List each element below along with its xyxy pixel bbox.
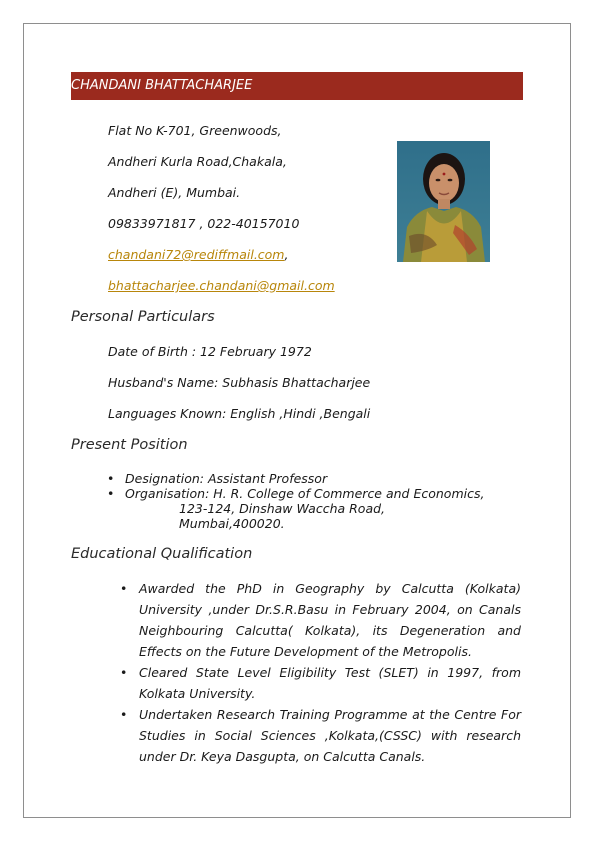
- profile-photo: [397, 141, 490, 262]
- husband-name: Husband's Name: Subhasis Bhattacharjee: [108, 375, 371, 390]
- list-item: [107, 471, 525, 486]
- email-line-2: [108, 278, 335, 293]
- section-heading-present: Present Position: [71, 437, 188, 453]
- email-separator: ,: [284, 247, 289, 262]
- date-of-birth: Date of Birth : 12 February 1972: [108, 344, 312, 359]
- organisation-line-1: Organisation: H. R. College of Commerce and Economics,: [125, 486, 485, 501]
- address-line-2: Andheri Kurla Road,Chakala,: [108, 154, 287, 169]
- name-banner: CHANDANI BHATTACHARJEE: [71, 72, 523, 100]
- phone-numbers: 09833971817 , 022-40157010: [108, 216, 300, 231]
- bullet-icon: •: [120, 665, 128, 680]
- languages-known: Languages Known: English ,Hindi ,Bengali: [108, 406, 371, 421]
- present-position-list: [107, 471, 525, 531]
- organisation-line-3: Mumbai,400020.: [179, 516, 285, 531]
- address-line-3: Andheri (E), Mumbai.: [108, 185, 241, 200]
- designation: Designation: Assistant Professor: [125, 471, 328, 486]
- email-line-1: [108, 247, 288, 262]
- bullet-icon: •: [107, 471, 115, 486]
- education-item-phd: Awarded the PhD in Geography by Calcutta (Kolkata) University ,under Dr.S.R.Basu in February 2004, on Canals Neighbouring Calcutta( Kolkata), its Degeneration and Effects on the Future Development of the Metropolis.: [139, 581, 521, 659]
- bullet-icon: •: [107, 486, 115, 501]
- bullet-icon: •: [120, 581, 128, 596]
- list-item: [120, 578, 521, 662]
- bullet-icon: •: [120, 707, 128, 722]
- address-line-1: Flat No K-701, Greenwoods,: [108, 123, 282, 138]
- list-item: [120, 704, 521, 767]
- education-item-research: Undertaken Research Training Programme at the Centre For Studies in Social Sciences ,Kolkata,(CSSC) with research under Dr. Keya Dasgupta, on Calcutta Canals.: [139, 707, 521, 764]
- organisation-line-2: 123-124, Dinshaw Waccha Road,: [179, 501, 386, 516]
- education-item-slet: Cleared State Level Eligibility Test (SLET) in 1997, from Kolkata University.: [139, 665, 521, 701]
- section-heading-education: Educational Qualification: [71, 546, 253, 562]
- list-item: [120, 662, 521, 704]
- email-link-1[interactable]: chandani72@rediffmail.com: [108, 247, 285, 262]
- education-list: [120, 578, 521, 767]
- portrait-image: [397, 141, 490, 262]
- email-link-2[interactable]: bhattacharjee.chandani@gmail.com: [108, 278, 335, 293]
- section-heading-personal: Personal Particulars: [71, 309, 215, 325]
- list-item: [107, 486, 525, 531]
